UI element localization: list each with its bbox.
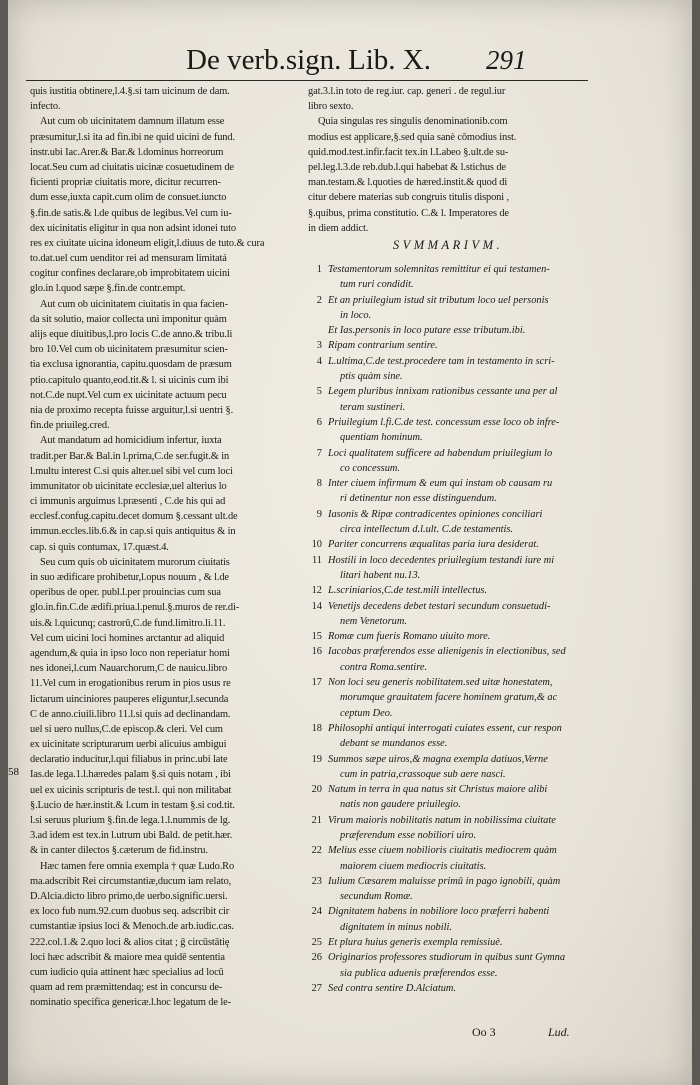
- text-line: gat.3.l.in toto de reg.iur. cap. generi . de regul.iur: [308, 86, 506, 97]
- summary-item-number: 21: [311, 814, 322, 826]
- text-line: glo.in.fin.C.de ædifi.priua.l.penul.§.muros de rer.di-: [30, 602, 240, 614]
- summary-item-text: Venetijs decedens debet testari secundum consuetudi-: [328, 600, 551, 612]
- text-line: Aut cum ob uicinitatem ciuitatis in qua facien-: [40, 298, 228, 310]
- text-line: cum iudicio quia attinent hæc specialius ad locū: [30, 966, 224, 978]
- summary-item-text: Natum in terra in qua natus sit Christus maiore alibi: [328, 784, 548, 796]
- summary-item-text: morumque grauitatem facere hominem gratum,& ac: [340, 692, 558, 704]
- text-line: præsumitur,l.si ita ad fin.ibi ne quid uicini de fund.: [30, 131, 235, 143]
- summary-item-text: Summos sæpe uiros,& magna exempla datiuos,Verne: [328, 753, 548, 765]
- summary-item-text: Originarios professores studiorum in quibus sunt Gymna: [328, 952, 566, 964]
- text-line: C de anno.ciuili.libro 11.l.si quis ad declinandam.: [30, 708, 231, 720]
- summary-item: [308, 675, 594, 721]
- summary-item-text: Virum maioris nobilitatis natum in nobilissima ciuitate: [328, 814, 556, 826]
- summary-item-text: litari habent nu.13.: [340, 569, 421, 581]
- text-line: modius est applicare,§.sed quia sanè cōmodius inst.: [308, 131, 517, 143]
- summary-item-number: 27: [311, 982, 322, 994]
- text-line: uis.& l.quicunq; castrorū,C.de fund.limitro.li.11.: [30, 617, 226, 629]
- text-line: res ex ciuitate uicina idoneum eligit,l.diuus de tuto.& cura: [30, 237, 265, 249]
- text-line: Aut mandatum ad homicidium infertur, iuxta: [40, 435, 222, 447]
- summary-item-text: Ripam contrarium sentire.: [328, 340, 438, 352]
- text-line: §.quibus, prima constitutio. C.& l. Imperatores de: [308, 207, 509, 219]
- summary-item-text: Iasonis & Ripæ contradicentes opiniones conciliari: [328, 508, 543, 520]
- summary-item-number: 25: [311, 937, 322, 949]
- summary-item-text: Inter ciuem infirmum & eum qui instam ob causam ru: [328, 478, 553, 490]
- text-line: man.testam.& l.quoties de hæred.instit.& quod di: [308, 177, 508, 189]
- summary-item: [308, 262, 594, 293]
- summary-item-text: præferendum esse nobiliori uiro.: [340, 829, 477, 841]
- summary-item-text: Romæ cum fueris Romano uiuito more.: [328, 631, 491, 643]
- text-line: citur debere materias sub congruis titulis disponi ,: [308, 192, 509, 204]
- summary-item-text: Dignitatem habens in nobiliore loco præferri habenti: [328, 906, 550, 918]
- text-line: fin.de priuileg.cred.: [30, 420, 110, 432]
- text-line: not.C.de nupt.Vel cum ex uicinitate actuum pecu: [30, 389, 227, 401]
- summary-item-number: 12: [311, 585, 322, 597]
- text-line: bro 10.Vel cum ob uicinitatem præsumitur scien-: [30, 344, 228, 356]
- summary-item-text: Melius esse ciuem nobilioris ciuitatis mediocrem quàm: [328, 845, 557, 857]
- summary-item-number: 1: [316, 264, 322, 275]
- text-line: §.fin.de satis.& l.de quibus de legibus.Vel cum iu-: [30, 207, 232, 219]
- text-line: uel ex uicinis scripturis de test.l. qui non militabat: [30, 784, 232, 796]
- text-line: §.Lucio de hær.instit.& l.cum in testam §.si cod.tit.: [30, 799, 235, 811]
- summary-item-number: 26: [311, 952, 322, 964]
- summary-item-text: L.scriniarios,C.de test.mili intellectus.: [328, 585, 488, 597]
- text-line: Ias.de lega.1.l.hæredes palam §.si quis notam , ibi: [30, 769, 231, 781]
- summary-item-text: nem Venetorum.: [340, 615, 407, 627]
- summary-item-text: Sed contra sentire D.Alciatum.: [328, 982, 457, 994]
- text-line: 11.Vel cum in erogationibus rerum in pios usus re: [30, 678, 231, 690]
- text-line: 3.ad idem est tex.in l.utrum ubi Bald. de petit.hær.: [30, 830, 233, 842]
- summary-item-text: dignitatem in minus nobili.: [340, 921, 452, 933]
- summary-item-text: sia publica aduenis præferendos esse.: [340, 967, 498, 979]
- text-line: cogitur confines declarare,ob improbitatem uicini: [30, 268, 230, 280]
- summary-item: [308, 415, 594, 446]
- summary-item-text: L.ultima,C.de test.procedere tam in testamento in scri-: [328, 355, 555, 367]
- summary-item-text: co concessum.: [340, 462, 401, 474]
- text-line: ma.adscribit Rei circumstantiæ,ducum iam relato,: [30, 875, 232, 887]
- summary-item: [308, 935, 594, 950]
- summary-item-number: 10: [311, 539, 322, 551]
- summary-item-number: 18: [311, 722, 322, 734]
- text-line: in diem addict.: [308, 222, 369, 234]
- summary-item-text: Legem pluribus innixam rationibus cessante una per al: [328, 386, 558, 398]
- catchword: Lud.: [548, 1025, 570, 1039]
- summary-item: [308, 813, 594, 844]
- summary-item-text: Et plura huius generis exempla remissiuè.: [328, 937, 503, 949]
- left-column: [30, 84, 308, 1010]
- page-number: 291: [486, 45, 527, 75]
- summary-item-number: 4: [316, 355, 322, 367]
- summary-item-text: secundum Romæ.: [340, 891, 413, 903]
- summary-item-number: 5: [316, 386, 322, 398]
- summary-item: [308, 981, 594, 996]
- summary-item-text: tum ruri condidit.: [340, 279, 414, 291]
- text-line: Seu cum quis ob uicinitatem murorum ciuitatis: [40, 556, 230, 568]
- summary-item-text: Iulium Cæsarem maluisse primū in pago ignobili, quàm: [328, 875, 561, 887]
- summary-item-number: 14: [311, 600, 322, 612]
- text-line: glo.in l.quod sæpe §.fin.de contr.empt.: [30, 283, 186, 295]
- summary-item-text: in loco.: [340, 309, 372, 321]
- summary-item-text: Philosophi antiqui interrogati cuiates essent, cur respon: [328, 722, 562, 734]
- summary-item-number: 22: [311, 845, 322, 857]
- text-line: to.dat.uel cum uenditor rei ad mensuram limitatá: [30, 253, 227, 265]
- text-line: lictarum uinciniores pauperes eliguntur,l.secunda: [30, 693, 229, 705]
- summary-item-text: cum in patria,crassoque sub aere nasci.: [340, 768, 506, 780]
- text-line: ecclesf.confug.capitu.decet domum §.cessant ult.de: [30, 511, 238, 523]
- text-line: locat.Seu cum ad ciuitatis uicinæ cosuetudinem de: [30, 161, 234, 173]
- summary-title: SVMMARIVM.: [392, 238, 504, 252]
- summary-item-number: 20: [311, 784, 322, 796]
- summary-item: [308, 583, 594, 598]
- running-title: De verb.sign.: [186, 44, 342, 76]
- summary-item: [308, 293, 594, 324]
- summary-item: [308, 599, 594, 630]
- summary-item: [308, 338, 594, 353]
- summary-item: [308, 553, 594, 584]
- summary-item-text: Et Ias.personis in loco putare esse tributum.ibi.: [328, 325, 526, 337]
- summary-item-text: Loci qualitatem sufficere ad habendum priuilegium lo: [328, 447, 553, 459]
- summary-item-text: ceptum Deo.: [340, 707, 393, 719]
- summary-item: [308, 629, 594, 644]
- text-line: ci immunis arguimus l.præsenti , C.de his qui ad: [30, 496, 226, 508]
- summary-item-number: 19: [311, 753, 322, 765]
- summary-item-text: Et an priuilegium istud sit tributum loco uel personis: [328, 294, 549, 306]
- text-line: nominatio specifica genericæ.l.hoc legatum de le-: [30, 997, 231, 1009]
- book-page: [8, 0, 692, 1085]
- text-line: & in canter dilectos §.cæterum de fid.instru.: [30, 845, 208, 857]
- summary-item: [308, 950, 594, 981]
- text-line: quid.mod.test.infir.facit tex.in l.Labeo §.ult.de su-: [308, 146, 509, 158]
- text-line: nia de proximo recepta fuisse arguitur,l.si uentri §.: [30, 404, 234, 416]
- summary-item-number: 23: [311, 875, 322, 887]
- summary-item-number: 7: [316, 447, 322, 459]
- summary-item: [308, 752, 594, 783]
- text-line: agendum,& quia in ipso loco non reperiatur homi: [30, 647, 230, 659]
- text-line: cap. si quis contumax, 17.quæst.4.: [30, 541, 169, 553]
- text-line: uel si uero nullus,C.de episcop.& cleri. Vel cum: [30, 723, 223, 735]
- text-line: ficienti propriæ ciuitatis more, dicitur recurren-: [30, 177, 221, 189]
- summary-item-number: 16: [311, 646, 322, 658]
- text-line: quis iustitia obtinere,l.4.§.si tam uicinum de dam.: [30, 86, 230, 97]
- summary-item: [308, 644, 594, 675]
- summary-item: [308, 323, 594, 338]
- summary-item: [308, 537, 594, 552]
- summary-item-text: ptis quàm sine.: [340, 371, 403, 383]
- text-line: ptio.capitulo quanto,eod.tit.& l. si uicinis cum ibi: [30, 374, 229, 386]
- text-line: alijs eque diuitibus,l.pro locis C.de anno.& tribu.li: [30, 329, 233, 340]
- summary-item: [308, 476, 594, 507]
- summary-item-text: quentiam hominum.: [340, 432, 423, 444]
- book-number: Lib. X.: [348, 44, 431, 76]
- summary-item: [308, 354, 594, 385]
- summary-item-number: 8: [316, 478, 322, 490]
- summary-item: [308, 904, 594, 935]
- summary-item-text: teram sustineri.: [340, 401, 406, 413]
- text-line: dex uicinitatis eligitur in qua non adsint idonei tuto: [30, 222, 236, 234]
- summary-item-number: 2: [316, 294, 322, 306]
- summary-item-text: Priuilegium l.fi.C.de test. concessum esse loco ob infre-: [328, 416, 560, 428]
- text-line: cumstantiæ ipsius loci & Menoch.de arb.iudic.cas.: [30, 921, 234, 933]
- summary-item-text: Hostili in loco decedentes priuilegium testandi iure mi: [328, 554, 555, 566]
- text-line: declaratio inducitur,l.qui filiabus in princ.ubi late: [30, 754, 228, 766]
- summary-item-number: 24: [311, 906, 322, 918]
- summary-item-text: contra Roma.sentire.: [340, 661, 428, 673]
- summary-item: [308, 874, 594, 905]
- text-line: da sit solutio, maior collecta uni imponitur quàm: [30, 313, 227, 325]
- summary-item-number: 3: [316, 340, 322, 352]
- signature-mark: Oo 3: [472, 1025, 496, 1039]
- text-line: in suo ædificare prohibetur,l.opus nouum , & l.de: [30, 572, 229, 583]
- summary-item-text: Testamentorum solemnitas remittitur ei qui testamen-: [328, 264, 550, 275]
- text-line: loci hæc adscribit & maiore mea quidē sententia: [30, 951, 225, 963]
- text-line: Hæc tamen fere omnia exempla † quæ Ludo.Ro: [40, 860, 235, 872]
- summary-list: [308, 262, 594, 996]
- text-line: pel.leg.l.3.de reb.dub.l.qui habebat & l.stichus de: [308, 161, 506, 173]
- text-line: 222.col.1.& 2.quo loci & alios citat ; ḡ circūstātię: [30, 936, 230, 948]
- text-line: l.multu interest C.si quis alter.uel sibi vel cum loci: [30, 465, 233, 477]
- summary-item-text: Iacobas præferendos esse alienigenis in electionibus, sed: [328, 646, 566, 658]
- summary-item-number: 6: [316, 416, 322, 428]
- summary-item: [308, 507, 594, 538]
- text-line: immunitator ob uicinitate ecclesiæ,uel alterius lo: [30, 480, 227, 492]
- summary-item-text: natis non gaudere priuilegio.: [340, 799, 461, 811]
- text-line: l.si seruus plurium §.fin.de lega.1.l.nummis de lg.: [30, 815, 231, 826]
- text-line: immun.eccles.lib.6.& in cap.si quis antiquitus & in: [30, 526, 236, 538]
- text-line: nes idonei,l.cum Nauarchorum,C de nauicu.libro: [30, 663, 228, 675]
- summary-item-text: Non loci seu generis nobilitatem.sed uitæ honestatem,: [328, 677, 553, 689]
- margin-note-number: 58: [8, 766, 19, 778]
- text-line: tradit.per Bar.& Bal.in l.prima,C.de ser.fugit.& in: [30, 450, 230, 462]
- summary-item: [308, 384, 594, 415]
- text-line: operibus de oper. publ.l.per prouincias cum sua: [30, 587, 221, 599]
- text-line: ex uicinitate scripturarum uerbi alicuius ambigui: [30, 739, 227, 751]
- summary-item-number: 15: [311, 631, 322, 643]
- text-line: Vel cum uicini loci homines arctantur ad aliquid: [30, 632, 225, 644]
- summary-item-text: debant se mundanos esse.: [340, 738, 448, 750]
- right-column: [308, 84, 584, 236]
- text-line: instr.ubi Iac.Arer.& Bar.& l.dominus horreorum: [30, 146, 224, 158]
- summary-item-text: ri detinentur non esse distinguendum.: [340, 493, 497, 505]
- text-line: Quia singulas res singulis denominationib.com: [318, 116, 508, 128]
- header-rule: [26, 80, 588, 81]
- summary-item-number: 9: [316, 508, 322, 520]
- text-line: libro sexto.: [308, 101, 354, 113]
- text-line: ex loco fub num.92.cum duobus seq. adscribit cir: [30, 906, 230, 918]
- summary-item: [308, 446, 594, 477]
- summary-item-text: Pariter concurrens æqualitas paria iura desiderat.: [328, 539, 539, 551]
- summary-item-number: 17: [311, 677, 322, 689]
- text-line: quam ad rem præmittendaq; est in concursu de-: [30, 982, 223, 994]
- running-header: [186, 40, 586, 80]
- summary-item-text: circa intellectum d.l.ult. C.de testamentis.: [340, 524, 514, 536]
- summary-item-number: 11: [311, 554, 322, 566]
- summary-item-text: maiorem ciuem mediocris ciuitatis.: [340, 860, 487, 872]
- text-line: tia exclusa ignorantia, capitu.quosdam de præsum: [30, 359, 232, 371]
- summary-item: [308, 843, 594, 874]
- text-line: D.Alcia.dicto libro primo,de uerbo.signific.uersi.: [30, 890, 228, 902]
- text-line: infecto.: [30, 101, 61, 113]
- text-line: Aut cum ob uicinitatem damnum illatum esse: [40, 116, 225, 128]
- summary-item: [308, 721, 594, 752]
- text-line: dum esse,iuxta capit.cum olim de consuet.iuncto: [30, 192, 227, 204]
- summary-item: [308, 782, 594, 813]
